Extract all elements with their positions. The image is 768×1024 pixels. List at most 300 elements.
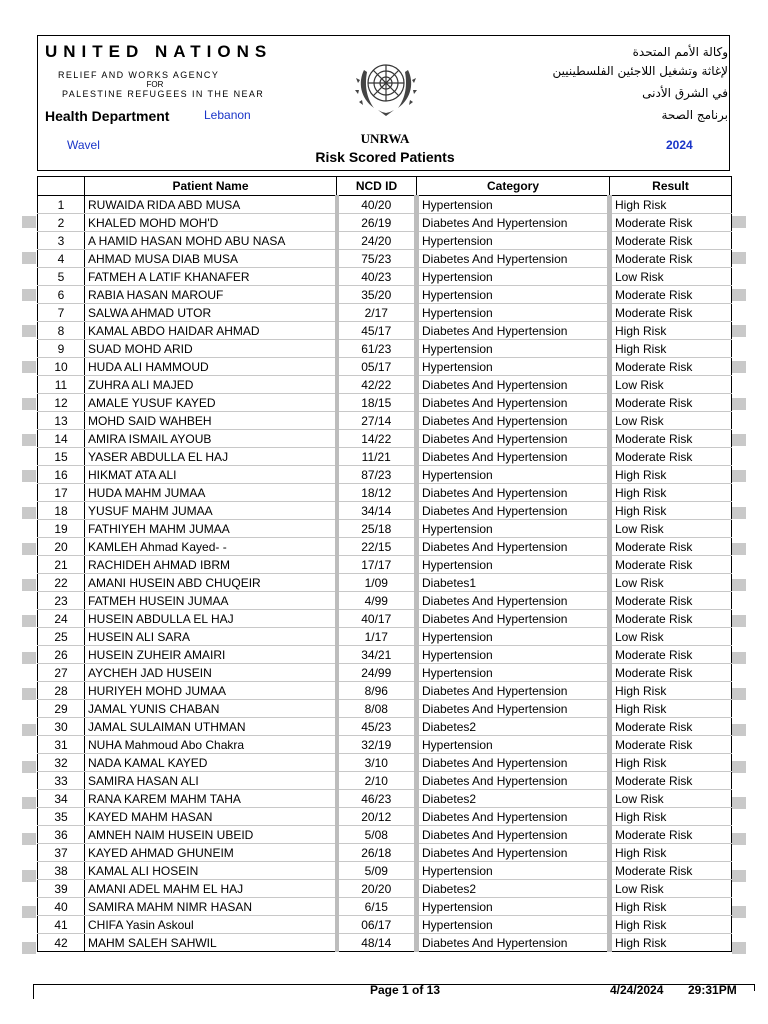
patient-name: MOHD SAID WAHBEH bbox=[85, 412, 337, 430]
row-number: 7 bbox=[38, 304, 85, 322]
result: Low Risk bbox=[610, 574, 732, 592]
row-number: 38 bbox=[38, 862, 85, 880]
result: Moderate Risk bbox=[610, 448, 732, 466]
margin-mark bbox=[22, 325, 36, 337]
result: Low Risk bbox=[610, 412, 732, 430]
table-row bbox=[38, 790, 732, 808]
col-header-patient-name: Patient Name bbox=[85, 177, 337, 196]
result: Moderate Risk bbox=[610, 862, 732, 880]
ncd-id: 27/14 bbox=[337, 412, 417, 430]
category: Hypertension bbox=[417, 196, 610, 214]
ncd-id: 40/23 bbox=[337, 268, 417, 286]
category: Diabetes And Hypertension bbox=[417, 484, 610, 502]
result: Moderate Risk bbox=[610, 304, 732, 322]
margin-mark bbox=[22, 216, 36, 228]
result: Low Risk bbox=[610, 790, 732, 808]
ncd-id: 26/19 bbox=[337, 214, 417, 232]
patient-name: FATMEH HUSEIN JUMAA bbox=[85, 592, 337, 610]
category: Diabetes And Hypertension bbox=[417, 934, 610, 952]
page-number: Page 1 of 13 bbox=[369, 983, 441, 997]
table-row bbox=[38, 448, 732, 466]
col-header-number bbox=[38, 177, 85, 196]
result: Moderate Risk bbox=[610, 286, 732, 304]
un-emblem-icon bbox=[350, 50, 422, 122]
row-number: 40 bbox=[38, 898, 85, 916]
table-row bbox=[38, 682, 732, 700]
patient-name: KHALED MOHD MOH'D bbox=[85, 214, 337, 232]
print-time: 29:31PM bbox=[688, 983, 737, 997]
result: Moderate Risk bbox=[610, 664, 732, 682]
category: Hypertension bbox=[417, 520, 610, 538]
row-number: 33 bbox=[38, 772, 85, 790]
arabic-line-3: في الشرق الأدنى bbox=[642, 86, 728, 100]
table-row bbox=[38, 736, 732, 754]
table-row bbox=[38, 304, 732, 322]
table-row bbox=[38, 772, 732, 790]
table-row bbox=[38, 610, 732, 628]
table-row bbox=[38, 844, 732, 862]
row-number: 1 bbox=[38, 196, 85, 214]
margin-mark bbox=[22, 688, 36, 700]
col-header-ncd-id: NCD ID bbox=[337, 177, 417, 196]
result: Moderate Risk bbox=[610, 538, 732, 556]
patient-name: AMANI HUSEIN ABD CHUQEIR bbox=[85, 574, 337, 592]
patient-name: HIKMAT ATA ALI bbox=[85, 466, 337, 484]
result: High Risk bbox=[610, 934, 732, 952]
row-number: 15 bbox=[38, 448, 85, 466]
ncd-id: 6/15 bbox=[337, 898, 417, 916]
patient-name: SAMIRA HASAN ALI bbox=[85, 772, 337, 790]
category: Diabetes And Hypertension bbox=[417, 700, 610, 718]
ncd-id: 25/18 bbox=[337, 520, 417, 538]
ncd-id: 75/23 bbox=[337, 250, 417, 268]
category: Hypertension bbox=[417, 304, 610, 322]
margin-mark bbox=[732, 833, 746, 845]
margin-mark bbox=[22, 870, 36, 882]
result: High Risk bbox=[610, 484, 732, 502]
row-number: 5 bbox=[38, 268, 85, 286]
category: Diabetes2 bbox=[417, 718, 610, 736]
row-number: 4 bbox=[38, 250, 85, 268]
category: Hypertension bbox=[417, 628, 610, 646]
report-title: Risk Scored Patients bbox=[315, 149, 455, 165]
category: Diabetes And Hypertension bbox=[417, 772, 610, 790]
org-subtitle-1: RELIEF AND WORKS AGENCY bbox=[58, 70, 220, 80]
margin-mark bbox=[732, 507, 746, 519]
patient-name: HUDA ALI HAMMOUD bbox=[85, 358, 337, 376]
ncd-id: 35/20 bbox=[337, 286, 417, 304]
row-number: 41 bbox=[38, 916, 85, 934]
row-number: 32 bbox=[38, 754, 85, 772]
table-row bbox=[38, 232, 732, 250]
margin-mark bbox=[732, 797, 746, 809]
margin-mark bbox=[732, 361, 746, 373]
patient-name: MAHM SALEH SAHWIL bbox=[85, 934, 337, 952]
margin-mark bbox=[732, 398, 746, 410]
result: Moderate Risk bbox=[610, 826, 732, 844]
patient-name: AYCHEH JAD HUSEIN bbox=[85, 664, 337, 682]
row-number: 9 bbox=[38, 340, 85, 358]
category: Diabetes1 bbox=[417, 574, 610, 592]
ncd-id: 14/22 bbox=[337, 430, 417, 448]
ncd-id: 8/96 bbox=[337, 682, 417, 700]
table-row bbox=[38, 934, 732, 952]
ncd-id: 34/14 bbox=[337, 502, 417, 520]
table-row bbox=[38, 484, 732, 502]
ncd-id: 46/23 bbox=[337, 790, 417, 808]
table-row bbox=[38, 394, 732, 412]
margin-mark bbox=[22, 579, 36, 591]
patient-name: HURIYEH MOHD JUMAA bbox=[85, 682, 337, 700]
patient-name: HUDA MAHM JUMAA bbox=[85, 484, 337, 502]
margin-mark bbox=[22, 398, 36, 410]
ncd-id: 3/10 bbox=[337, 754, 417, 772]
margin-mark bbox=[22, 942, 36, 954]
table-row bbox=[38, 196, 732, 214]
patient-name: ZUHRA ALI MAJED bbox=[85, 376, 337, 394]
org-title: UNITED NATIONS bbox=[45, 42, 273, 61]
row-number: 14 bbox=[38, 430, 85, 448]
patient-name: KAYED AHMAD GHUNEIM bbox=[85, 844, 337, 862]
patient-name: CHIFA Yasin Askoul bbox=[85, 916, 337, 934]
table-row bbox=[38, 538, 732, 556]
margin-mark bbox=[22, 361, 36, 373]
ncd-id: 4/99 bbox=[337, 592, 417, 610]
margin-mark bbox=[732, 252, 746, 264]
ncd-id: 40/17 bbox=[337, 610, 417, 628]
result: High Risk bbox=[610, 898, 732, 916]
row-number: 17 bbox=[38, 484, 85, 502]
ncd-id: 5/09 bbox=[337, 862, 417, 880]
category: Diabetes And Hypertension bbox=[417, 448, 610, 466]
margin-mark bbox=[22, 797, 36, 809]
table-body bbox=[38, 196, 732, 952]
patient-name: AMANI ADEL MAHM EL HAJ bbox=[85, 880, 337, 898]
patient-name: KAYED MAHM HASAN bbox=[85, 808, 337, 826]
table-row bbox=[38, 286, 732, 304]
arabic-line-1: وكالة الأمم المتحدة bbox=[632, 45, 728, 59]
table-row bbox=[38, 430, 732, 448]
category: Hypertension bbox=[417, 232, 610, 250]
category: Diabetes And Hypertension bbox=[417, 844, 610, 862]
ncd-id: 48/14 bbox=[337, 934, 417, 952]
row-number: 3 bbox=[38, 232, 85, 250]
row-number: 42 bbox=[38, 934, 85, 952]
ncd-id: 05/17 bbox=[337, 358, 417, 376]
country-label: Lebanon bbox=[204, 108, 251, 122]
ncd-id: 18/12 bbox=[337, 484, 417, 502]
ncd-id: 87/23 bbox=[337, 466, 417, 484]
patient-name: JAMAL SULAIMAN UTHMAN bbox=[85, 718, 337, 736]
row-number: 28 bbox=[38, 682, 85, 700]
result: High Risk bbox=[610, 196, 732, 214]
patient-name: AMALE YUSUF KAYED bbox=[85, 394, 337, 412]
margin-mark bbox=[732, 615, 746, 627]
category: Hypertension bbox=[417, 268, 610, 286]
margin-mark bbox=[732, 289, 746, 301]
ncd-id: 20/20 bbox=[337, 880, 417, 898]
table-row bbox=[38, 574, 732, 592]
category: Diabetes And Hypertension bbox=[417, 502, 610, 520]
department-label: Health Department bbox=[45, 108, 170, 124]
ncd-id: 1/17 bbox=[337, 628, 417, 646]
ncd-id: 2/17 bbox=[337, 304, 417, 322]
category: Diabetes And Hypertension bbox=[417, 808, 610, 826]
result: Moderate Risk bbox=[610, 556, 732, 574]
table-row bbox=[38, 592, 732, 610]
patient-name: AMNEH NAIM HUSEIN UBEID bbox=[85, 826, 337, 844]
row-number: 25 bbox=[38, 628, 85, 646]
margin-mark bbox=[732, 325, 746, 337]
result: High Risk bbox=[610, 844, 732, 862]
patient-name: RUWAIDA RIDA ABD MUSA bbox=[85, 196, 337, 214]
row-number: 35 bbox=[38, 808, 85, 826]
col-header-category: Category bbox=[417, 177, 610, 196]
arabic-line-4: برنامج الصحة bbox=[661, 108, 728, 122]
ncd-id: 40/20 bbox=[337, 196, 417, 214]
arabic-line-2: لإغاثة وتشغيل اللاجئين الفلسطينيين bbox=[552, 64, 728, 78]
margin-mark bbox=[22, 615, 36, 627]
ncd-id: 06/17 bbox=[337, 916, 417, 934]
category: Hypertension bbox=[417, 736, 610, 754]
table-row bbox=[38, 466, 732, 484]
row-number: 36 bbox=[38, 826, 85, 844]
category: Diabetes And Hypertension bbox=[417, 430, 610, 448]
category: Diabetes And Hypertension bbox=[417, 592, 610, 610]
result: High Risk bbox=[610, 682, 732, 700]
table-row bbox=[38, 808, 732, 826]
patient-name: HUSEIN ALI SARA bbox=[85, 628, 337, 646]
margin-mark bbox=[732, 688, 746, 700]
category: Diabetes And Hypertension bbox=[417, 538, 610, 556]
ncd-id: 34/21 bbox=[337, 646, 417, 664]
result: Moderate Risk bbox=[610, 250, 732, 268]
table-header-row bbox=[38, 177, 732, 196]
result: Low Risk bbox=[610, 628, 732, 646]
category: Hypertension bbox=[417, 898, 610, 916]
patient-name: SAMIRA MAHM NIMR HASAN bbox=[85, 898, 337, 916]
category: Diabetes And Hypertension bbox=[417, 412, 610, 430]
patient-name: RACHIDEH AHMAD IBRM bbox=[85, 556, 337, 574]
margin-mark bbox=[22, 507, 36, 519]
result: High Risk bbox=[610, 502, 732, 520]
table-row bbox=[38, 268, 732, 286]
result: Low Risk bbox=[610, 268, 732, 286]
category: Diabetes And Hypertension bbox=[417, 322, 610, 340]
row-number: 34 bbox=[38, 790, 85, 808]
patient-name: FATHIYEH MAHM JUMAA bbox=[85, 520, 337, 538]
row-number: 27 bbox=[38, 664, 85, 682]
category: Hypertension bbox=[417, 286, 610, 304]
ncd-id: 1/09 bbox=[337, 574, 417, 592]
patient-name: KAMLEH Ahmad Kayed- - bbox=[85, 538, 337, 556]
margin-mark bbox=[732, 652, 746, 664]
ncd-id: 45/23 bbox=[337, 718, 417, 736]
patient-name: FATMEH A LATIF KHANAFER bbox=[85, 268, 337, 286]
table-row bbox=[38, 214, 732, 232]
table-row bbox=[38, 700, 732, 718]
table-row bbox=[38, 664, 732, 682]
ncd-id: 11/21 bbox=[337, 448, 417, 466]
ncd-id: 24/99 bbox=[337, 664, 417, 682]
org-subtitle-2: FOR bbox=[146, 80, 164, 89]
result: Low Risk bbox=[610, 880, 732, 898]
ncd-id: 20/12 bbox=[337, 808, 417, 826]
margin-mark bbox=[22, 470, 36, 482]
ncd-id: 5/08 bbox=[337, 826, 417, 844]
patient-name: JAMAL YUNIS CHABAN bbox=[85, 700, 337, 718]
table-row bbox=[38, 754, 732, 772]
margin-mark bbox=[22, 724, 36, 736]
patients-table bbox=[37, 176, 732, 952]
result: High Risk bbox=[610, 808, 732, 826]
ncd-id: 42/22 bbox=[337, 376, 417, 394]
margin-mark bbox=[22, 434, 36, 446]
table-row bbox=[38, 322, 732, 340]
patient-name: KAMAL ALI HOSEIN bbox=[85, 862, 337, 880]
category: Diabetes And Hypertension bbox=[417, 754, 610, 772]
margin-mark bbox=[22, 652, 36, 664]
result: Moderate Risk bbox=[610, 394, 732, 412]
ncd-id: 26/18 bbox=[337, 844, 417, 862]
margin-mark bbox=[732, 870, 746, 882]
row-number: 29 bbox=[38, 700, 85, 718]
ncd-id: 2/10 bbox=[337, 772, 417, 790]
margin-mark bbox=[732, 543, 746, 555]
patient-name: HUSEIN ABDULLA EL HAJ bbox=[85, 610, 337, 628]
ncd-id: 24/20 bbox=[337, 232, 417, 250]
margin-mark bbox=[22, 289, 36, 301]
margin-mark bbox=[732, 216, 746, 228]
margin-mark bbox=[732, 470, 746, 482]
patient-name: HUSEIN ZUHEIR AMAIRI bbox=[85, 646, 337, 664]
row-number: 23 bbox=[38, 592, 85, 610]
row-number: 30 bbox=[38, 718, 85, 736]
row-number: 12 bbox=[38, 394, 85, 412]
patient-name: SALWA AHMAD UTOR bbox=[85, 304, 337, 322]
result: Low Risk bbox=[610, 520, 732, 538]
row-number: 31 bbox=[38, 736, 85, 754]
ncd-id: 17/17 bbox=[337, 556, 417, 574]
table-row bbox=[38, 520, 732, 538]
margin-mark bbox=[22, 906, 36, 918]
patient-name: RANA KAREM MAHM TAHA bbox=[85, 790, 337, 808]
result: High Risk bbox=[610, 322, 732, 340]
row-number: 21 bbox=[38, 556, 85, 574]
category: Hypertension bbox=[417, 664, 610, 682]
category: Diabetes And Hypertension bbox=[417, 214, 610, 232]
category: Diabetes And Hypertension bbox=[417, 682, 610, 700]
table-row bbox=[38, 376, 732, 394]
table-row bbox=[38, 826, 732, 844]
agency-short-name: UNRWA bbox=[360, 131, 410, 146]
row-number: 6 bbox=[38, 286, 85, 304]
row-number: 39 bbox=[38, 880, 85, 898]
result: Moderate Risk bbox=[610, 610, 732, 628]
patient-name: RABIA HASAN MAROUF bbox=[85, 286, 337, 304]
row-number: 37 bbox=[38, 844, 85, 862]
category: Hypertension bbox=[417, 466, 610, 484]
result: Moderate Risk bbox=[610, 646, 732, 664]
row-number: 26 bbox=[38, 646, 85, 664]
camp-label: Wavel bbox=[67, 138, 100, 152]
result: Moderate Risk bbox=[610, 430, 732, 448]
table-row bbox=[38, 916, 732, 934]
result: Moderate Risk bbox=[610, 214, 732, 232]
ncd-id: 18/15 bbox=[337, 394, 417, 412]
table-row bbox=[38, 340, 732, 358]
result: High Risk bbox=[610, 700, 732, 718]
category: Diabetes2 bbox=[417, 790, 610, 808]
patient-name: NUHA Mahmoud Abo Chakra bbox=[85, 736, 337, 754]
ncd-id: 61/23 bbox=[337, 340, 417, 358]
result: High Risk bbox=[610, 916, 732, 934]
org-subtitle-3: PALESTINE REFUGEES IN THE NEAR bbox=[62, 89, 265, 98]
category: Hypertension bbox=[417, 646, 610, 664]
category: Diabetes2 bbox=[417, 880, 610, 898]
result: Moderate Risk bbox=[610, 232, 732, 250]
result: Moderate Risk bbox=[610, 358, 732, 376]
ncd-id: 32/19 bbox=[337, 736, 417, 754]
result: Moderate Risk bbox=[610, 736, 732, 754]
ncd-id: 22/15 bbox=[337, 538, 417, 556]
result: Low Risk bbox=[610, 376, 732, 394]
row-number: 8 bbox=[38, 322, 85, 340]
result: Moderate Risk bbox=[610, 772, 732, 790]
ncd-id: 45/17 bbox=[337, 322, 417, 340]
patient-name: A HAMID HASAN MOHD ABU NASA bbox=[85, 232, 337, 250]
table-row bbox=[38, 862, 732, 880]
patient-name: YUSUF MAHM JUMAA bbox=[85, 502, 337, 520]
row-number: 22 bbox=[38, 574, 85, 592]
margin-mark bbox=[732, 724, 746, 736]
table-row bbox=[38, 898, 732, 916]
row-number: 10 bbox=[38, 358, 85, 376]
result: High Risk bbox=[610, 466, 732, 484]
margin-mark bbox=[22, 833, 36, 845]
patient-name: NADA KAMAL KAYED bbox=[85, 754, 337, 772]
result: High Risk bbox=[610, 754, 732, 772]
ncd-id: 8/08 bbox=[337, 700, 417, 718]
table-row bbox=[38, 358, 732, 376]
table-row bbox=[38, 502, 732, 520]
margin-mark bbox=[22, 543, 36, 555]
print-date: 4/24/2024 bbox=[610, 983, 664, 997]
table-row bbox=[38, 250, 732, 268]
table-row bbox=[38, 412, 732, 430]
result: Moderate Risk bbox=[610, 718, 732, 736]
table-row bbox=[38, 646, 732, 664]
row-number: 18 bbox=[38, 502, 85, 520]
patient-name: AHMAD MUSA DIAB MUSA bbox=[85, 250, 337, 268]
col-header-result: Result bbox=[610, 177, 732, 196]
result: High Risk bbox=[610, 340, 732, 358]
row-number: 24 bbox=[38, 610, 85, 628]
table-row bbox=[38, 880, 732, 898]
margin-mark bbox=[732, 942, 746, 954]
row-number: 13 bbox=[38, 412, 85, 430]
row-number: 19 bbox=[38, 520, 85, 538]
category: Hypertension bbox=[417, 916, 610, 934]
report-year: 2024 bbox=[666, 138, 693, 152]
patient-name: SUAD MOHD ARID bbox=[85, 340, 337, 358]
row-number: 20 bbox=[38, 538, 85, 556]
margin-mark bbox=[22, 761, 36, 773]
table-row bbox=[38, 556, 732, 574]
category: Hypertension bbox=[417, 358, 610, 376]
patient-name: KAMAL ABDO HAIDAR AHMAD bbox=[85, 322, 337, 340]
margin-mark bbox=[732, 761, 746, 773]
